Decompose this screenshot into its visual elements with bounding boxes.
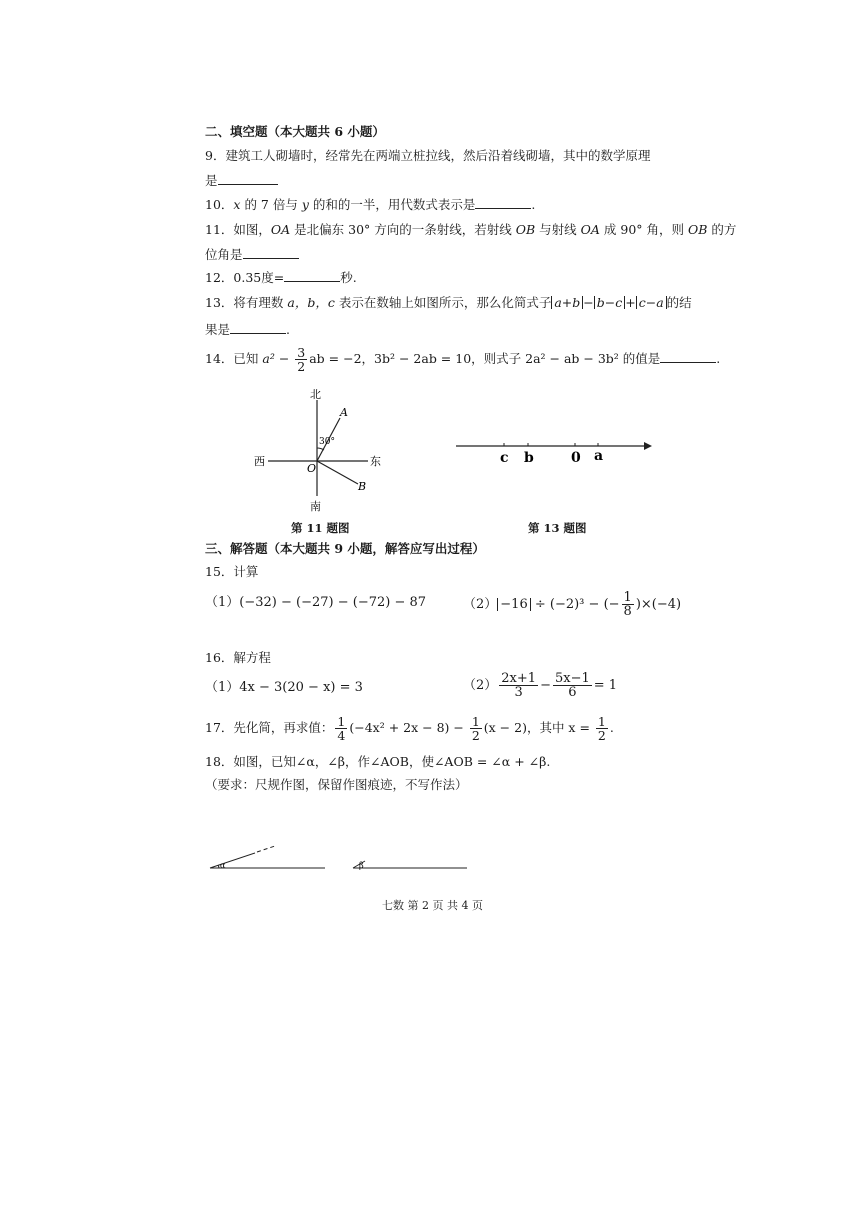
q17-fraction-3: $\frac{1}{2}$ (597, 714, 606, 743)
q11-part-b: 是北偏东 30° 方向的一条射线，若射线 (290, 222, 516, 237)
q17-mid: (−4x² + 2x − 8) − (349, 720, 468, 735)
q11-part-c: 与射线 (535, 222, 581, 237)
question-11-line2 (205, 246, 299, 263)
q11-ob-2: OB (687, 222, 708, 237)
angle-beta (353, 861, 467, 870)
question-13-line1 (205, 295, 692, 311)
q11-ob: OB (515, 222, 536, 237)
answer-blank-13 (230, 321, 286, 334)
answer-blank-11 (243, 246, 299, 259)
q17-fraction-1: $\frac{1}{4}$ (337, 714, 346, 743)
q13-abs-1: a+b (551, 296, 583, 309)
fig11-south-label: 南 (310, 500, 321, 513)
question-15-title: 15．计算 (205, 564, 259, 579)
q11-part-d: 成 90° 角，则 (599, 222, 688, 237)
q10-part-c: 的和的一半，用代数式表示是 (308, 197, 476, 212)
q13-part-b: 表示在数轴上如图所示，那么化简式子 (334, 295, 552, 310)
q13-abs-3: c−a (636, 296, 667, 309)
q11-line2-text: 位角是 (205, 247, 243, 262)
fig11-point-b: B (358, 480, 367, 493)
fig11-east-label: 东 (370, 455, 381, 468)
q12-part-b: 秒. (340, 270, 357, 285)
q15-2-mid: ÷ (−2)³ − (530, 597, 604, 612)
q13-part-c: 的结 (666, 295, 692, 310)
section-title-solve: 三、解答题（本大题共 9 小题，解答应写出过程） (205, 541, 485, 556)
question-12 (205, 269, 357, 286)
question-17 (205, 715, 614, 742)
q17-end: . (609, 720, 614, 735)
figure-11-caption: 第 11 题图 (291, 521, 350, 535)
q16-2-fraction-1: $\frac{2x+1}{3}$ (501, 671, 537, 700)
q13-part-a: 13．将有理数 (205, 295, 288, 310)
fig11-point-o: O (307, 462, 317, 475)
q17-cond: (x − 2)，其中 x = (483, 720, 594, 735)
fig13-label-b: b (524, 450, 534, 466)
section-title-fill-in: 二、填空题（本大题共 6 小题） (205, 124, 385, 139)
angle-alpha-label: α (220, 861, 226, 870)
q10-part-b: 的 7 倍与 (240, 197, 302, 212)
angle-alpha (210, 846, 325, 870)
answer-blank-10 (475, 196, 531, 209)
q16-2-end: = 1 (593, 678, 618, 693)
q10-part-a: 10． (205, 197, 234, 212)
figure-13-caption: 第 13 题图 (528, 521, 587, 535)
question-18-requirement: （要求：尺规作图，保留作图痕迹，不写作法） (205, 777, 468, 792)
q15-2-fraction: $\frac{1}{8}$ (623, 590, 632, 619)
q17-fraction-2: $\frac{1}{2}$ (471, 714, 480, 743)
q16-2-fraction-2: $\frac{5x-1}{6}$ (554, 671, 590, 700)
question-16-part-1: （1）4x − 3(20 − x) = 3 (205, 680, 363, 695)
q14-part-a: 14．已知 (205, 351, 263, 366)
fig11-point-a: A (340, 406, 348, 419)
q13-plus: + (625, 295, 636, 310)
fig11-north-label: 北 (310, 388, 321, 401)
q15-2-end: )×(−4) (635, 597, 682, 612)
fig13-label-a: a (594, 448, 604, 464)
question-15-part-2 (463, 591, 681, 618)
question-16-title: 16．解方程 (205, 650, 271, 665)
answer-blank-14 (660, 350, 716, 363)
q16-2-label: （2） (463, 678, 498, 693)
question-18: 18．如图，已知∠α，∠β，作∠AOB，使∠AOB = ∠α + ∠β. (205, 754, 551, 769)
q11-oa: OA (270, 222, 291, 237)
q16-2-minus: − (540, 678, 551, 693)
q10-var-x: x (233, 197, 241, 212)
fig13-label-c: c (500, 450, 509, 466)
figure-18-angles (205, 838, 480, 878)
q13-vars: a，b，c (287, 295, 335, 310)
q17-intro: 17．先化简，再求值： (205, 720, 334, 735)
q14-fraction: $\frac{3}{2}$ (297, 345, 306, 374)
q15-2-open: (− (603, 597, 620, 612)
q13-abs-2: b−c (594, 296, 625, 309)
page-footer: 七数 第 2 页 共 4 页 (382, 899, 483, 912)
question-9-line2 (205, 172, 278, 189)
answer-blank-9 (218, 172, 278, 185)
question-10 (205, 196, 535, 213)
q10-var-y: y (301, 197, 309, 212)
fig11-west-label: 西 (254, 455, 265, 468)
q13-line2-text: 果是 (205, 322, 231, 337)
figure-13-number-line (450, 435, 660, 470)
fig11-angle-label: 30° (319, 437, 335, 447)
angle-beta-label: β (359, 861, 364, 870)
question-9-line1: 9．建筑工人砌墙时，经常先在两端立桩拉线，然后沿着线砌墙，其中的数学原理 (205, 148, 651, 163)
question-11-line1 (205, 222, 736, 238)
q10-end: . (531, 197, 536, 212)
question-9-prefix: 是 (205, 173, 218, 188)
answer-blank-12 (284, 269, 340, 282)
q12-part-a: 12．0.35度= (205, 270, 285, 285)
q11-part-e: 的方 (707, 222, 737, 237)
question-16-part-2 (463, 672, 617, 699)
fig13-label-zero: 0 (571, 450, 581, 466)
q14-part-b: ab = −2，3b² − 2ab = 10，则式子 2a² − ab − 3b² 的值是 (309, 351, 661, 366)
q11-part-a: 11．如图， (205, 222, 271, 237)
question-14: 14．已知 a² − $\frac{3}{2}$ ab = −2，3b² − 2ab = 10，则式子 2a² − ab − 3b² 的值是 . (205, 345, 721, 374)
q13-minus: − (583, 295, 594, 310)
q14-end: . (716, 351, 721, 366)
question-13-line2 (205, 321, 290, 338)
q13-end: . (286, 322, 290, 337)
q15-2-abs: −16 (497, 598, 530, 611)
q15-2-label: （2） (463, 597, 498, 612)
q11-oa-2: OA (580, 222, 600, 237)
figure-11-compass (240, 388, 400, 518)
question-15-part-1: （1）(−32) − (−27) − (−72) − 87 (205, 595, 427, 610)
